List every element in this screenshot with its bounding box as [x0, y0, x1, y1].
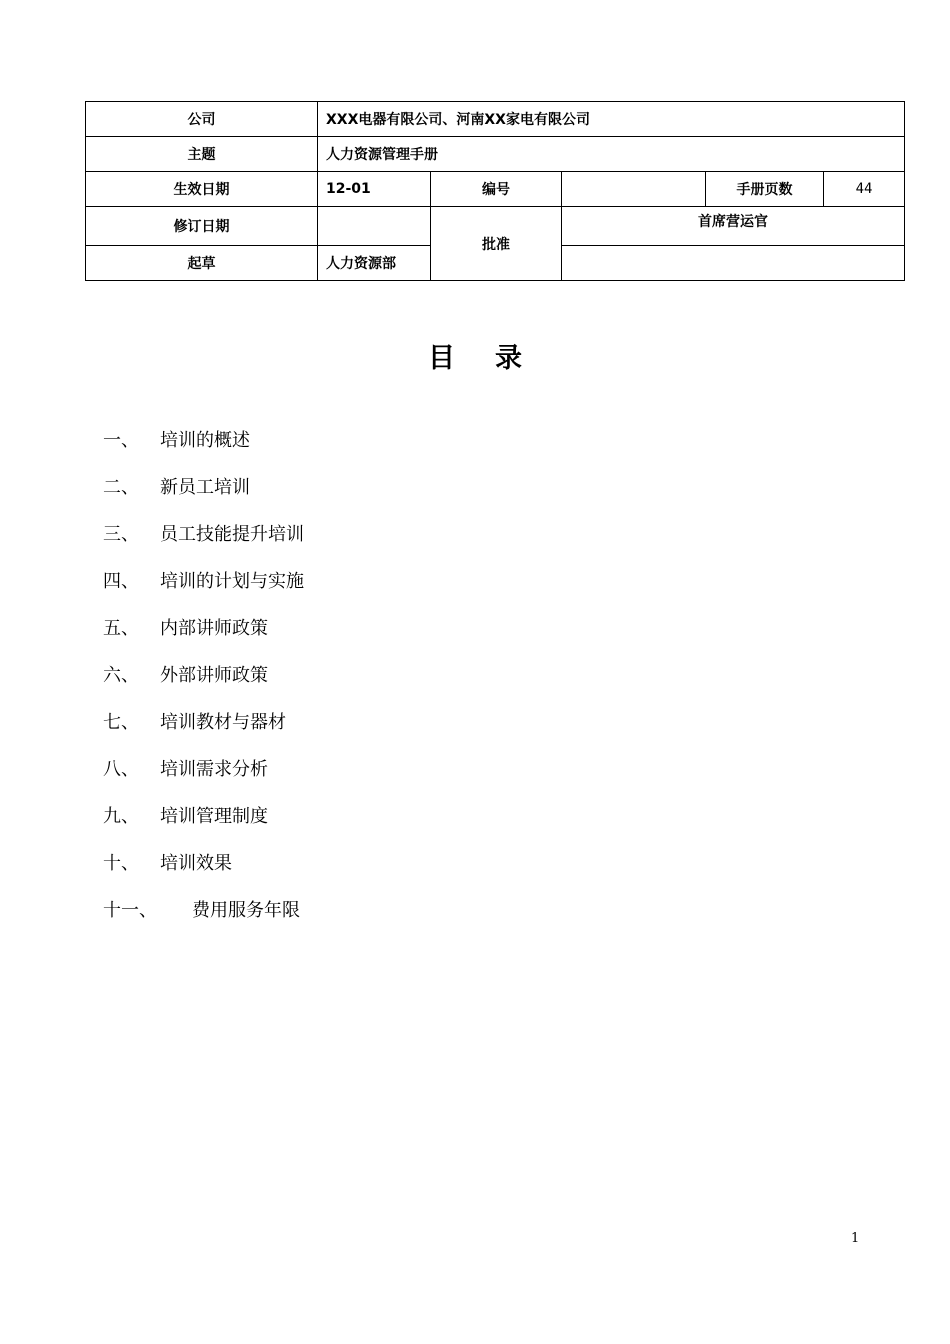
toc-item-number: 五、 — [103, 618, 139, 639]
toc-item — [103, 426, 304, 473]
toc-title — [0, 336, 950, 375]
page-number: 1 — [851, 1231, 860, 1246]
toc-item-number: 二、 — [103, 477, 139, 498]
toc-item — [103, 520, 304, 567]
toc-item-number: 六、 — [103, 665, 139, 686]
toc-item — [103, 755, 304, 802]
toc-item-number: 十、 — [103, 853, 139, 874]
effective-date-label: 生效日期 — [86, 172, 318, 207]
toc-item-text: 费用服务年限 — [192, 900, 300, 921]
approve-label: 批准 — [431, 207, 562, 281]
toc-item — [103, 473, 304, 520]
draft-value: 人力资源部 — [318, 246, 431, 281]
company-value: XXX电器有限公司、河南XX家电有限公司 — [318, 102, 905, 137]
toc-item — [103, 708, 304, 755]
toc-item — [103, 567, 304, 614]
subject-row — [86, 137, 905, 172]
toc-item-text: 新员工培训 — [160, 477, 250, 498]
toc-item-number: 十一、 — [103, 900, 157, 921]
toc-item-number: 一、 — [103, 430, 139, 451]
pages-label: 手册页数 — [706, 172, 824, 207]
toc-item — [103, 802, 304, 849]
toc-list — [103, 426, 304, 943]
revision-date-label: 修订日期 — [86, 207, 318, 246]
effective-date-row — [86, 172, 905, 207]
approver-value — [562, 246, 905, 281]
toc-item-number: 四、 — [103, 571, 139, 592]
company-label: 公司 — [86, 102, 318, 137]
subject-value: 人力资源管理手册 — [318, 137, 905, 172]
toc-item — [103, 849, 304, 896]
document-header-table — [85, 101, 905, 281]
toc-title-char-2: 录 — [495, 343, 522, 374]
subject-label: 主题 — [86, 137, 318, 172]
number-value — [562, 172, 706, 207]
toc-item-text: 培训的计划与实施 — [160, 571, 304, 592]
toc-item-text: 培训需求分析 — [160, 759, 268, 780]
number-label: 编号 — [431, 172, 562, 207]
toc-item-text: 培训教材与器材 — [160, 712, 286, 733]
toc-item-text: 培训的概述 — [160, 430, 250, 451]
toc-item-number: 三、 — [103, 524, 139, 545]
toc-item-number: 七、 — [103, 712, 139, 733]
toc-item-text: 员工技能提升培训 — [160, 524, 304, 545]
toc-item — [103, 614, 304, 661]
toc-item-text: 培训管理制度 — [160, 806, 268, 827]
draft-label: 起草 — [86, 246, 318, 281]
revision-date-value — [318, 207, 431, 246]
toc-item-number: 九、 — [103, 806, 139, 827]
toc-item-text: 外部讲师政策 — [160, 665, 268, 686]
pages-value: 44 — [824, 172, 905, 207]
company-row — [86, 102, 905, 137]
approver-title: 首席营运官 — [562, 207, 905, 246]
toc-title-char-1: 目 — [428, 343, 455, 374]
toc-item — [103, 896, 304, 943]
toc-item-number: 八、 — [103, 759, 139, 780]
toc-item — [103, 661, 304, 708]
revision-date-row — [86, 207, 905, 246]
effective-date-value: 12-01 — [318, 172, 431, 207]
toc-item-text: 培训效果 — [160, 853, 232, 874]
toc-item-text: 内部讲师政策 — [160, 618, 268, 639]
